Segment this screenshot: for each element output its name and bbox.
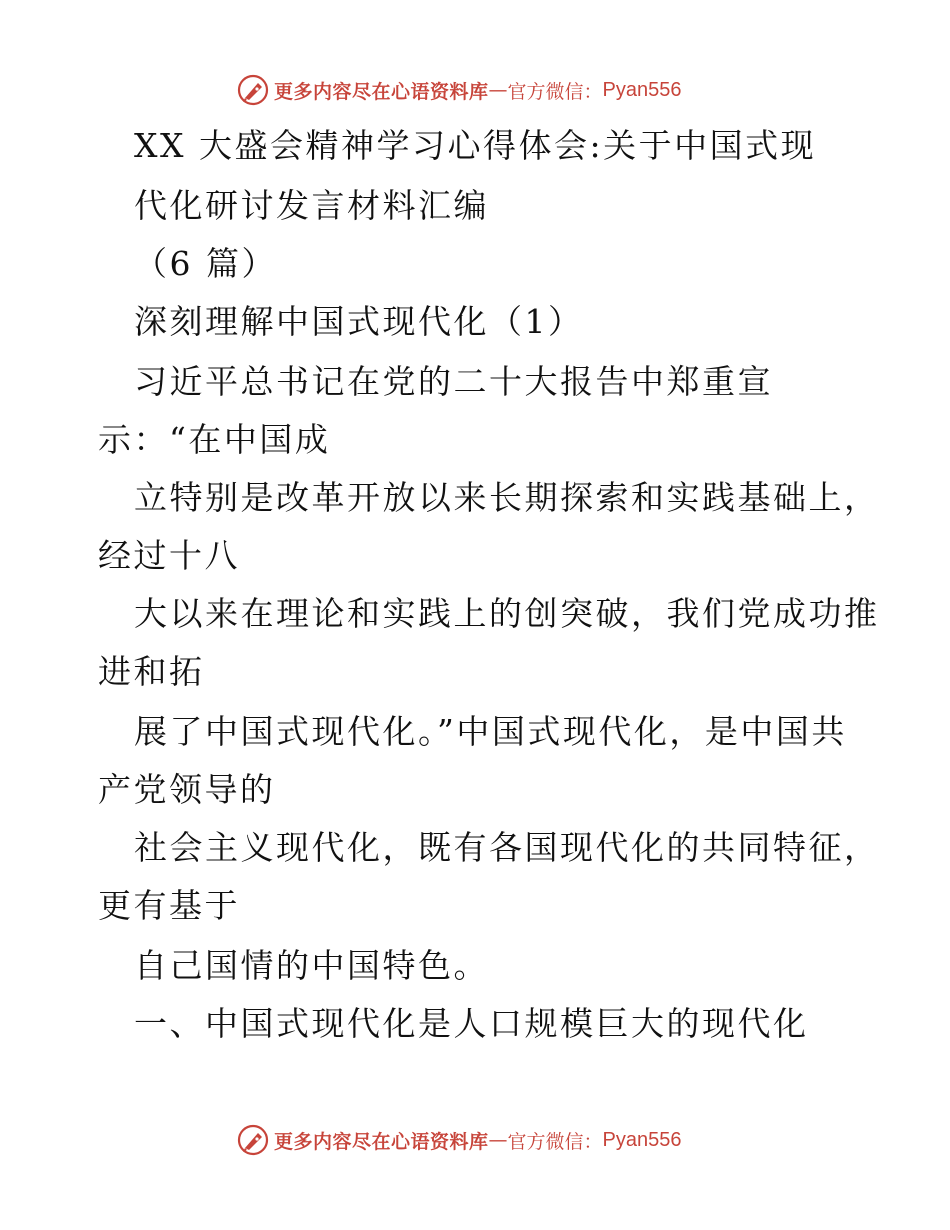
paragraph-line: 社会主义现代化，既有各国现代化的共同特征， — [134, 828, 880, 867]
subheading: 一、中国式现代化是人口规模巨大的现代化 — [134, 1004, 809, 1043]
paragraph-line: 大以来在理论和实践上的创突破，我们党成功推 — [134, 594, 880, 633]
header-banner — [236, 72, 716, 108]
document-title-line-2: 代化研讨发言材料汇编 — [134, 186, 489, 225]
footer-banner — [236, 1122, 716, 1158]
banner-wechat-label: 官方微信： — [507, 80, 603, 103]
paragraph-line: 产党领导的 — [98, 770, 276, 809]
paragraph-line: 进和拓 — [98, 652, 205, 691]
document-title-line-1: XX 大盛会精神学习心得体会:关于中国式现 — [134, 126, 817, 165]
paragraph-line: 习近平总书记在党的二十大报告中郑重宣 — [134, 362, 773, 401]
paragraph-line: 立特别是改革开放以来长期探索和实践基础上， — [134, 478, 880, 517]
document-count: （6 篇） — [134, 244, 277, 283]
pen-nib-logo-icon — [236, 1123, 270, 1157]
paragraph-line: 展了中国式现代化。”中国式现代化，是中国共 — [134, 712, 847, 751]
banner-wechat-id: Pyan556 — [602, 78, 682, 101]
paragraph-line: 示：“在中国成 — [98, 420, 331, 459]
pen-nib-logo-icon — [236, 73, 270, 107]
section-heading: 深刻理解中国式现代化（1） — [134, 302, 584, 341]
banner-separator: — — [488, 1129, 508, 1151]
paragraph-line: 更有基于 — [98, 886, 240, 925]
paragraph-line: 经过十八 — [98, 536, 240, 575]
banner-main-text: 更多内容尽在心语资料库 — [274, 1130, 489, 1153]
banner-separator: — — [488, 79, 508, 101]
banner-main-text: 更多内容尽在心语资料库 — [274, 80, 489, 103]
paragraph-line: 自己国情的中国特色。 — [134, 946, 489, 985]
banner-wechat-label: 官方微信： — [507, 1130, 603, 1153]
banner-wechat-id: Pyan556 — [602, 1128, 682, 1151]
